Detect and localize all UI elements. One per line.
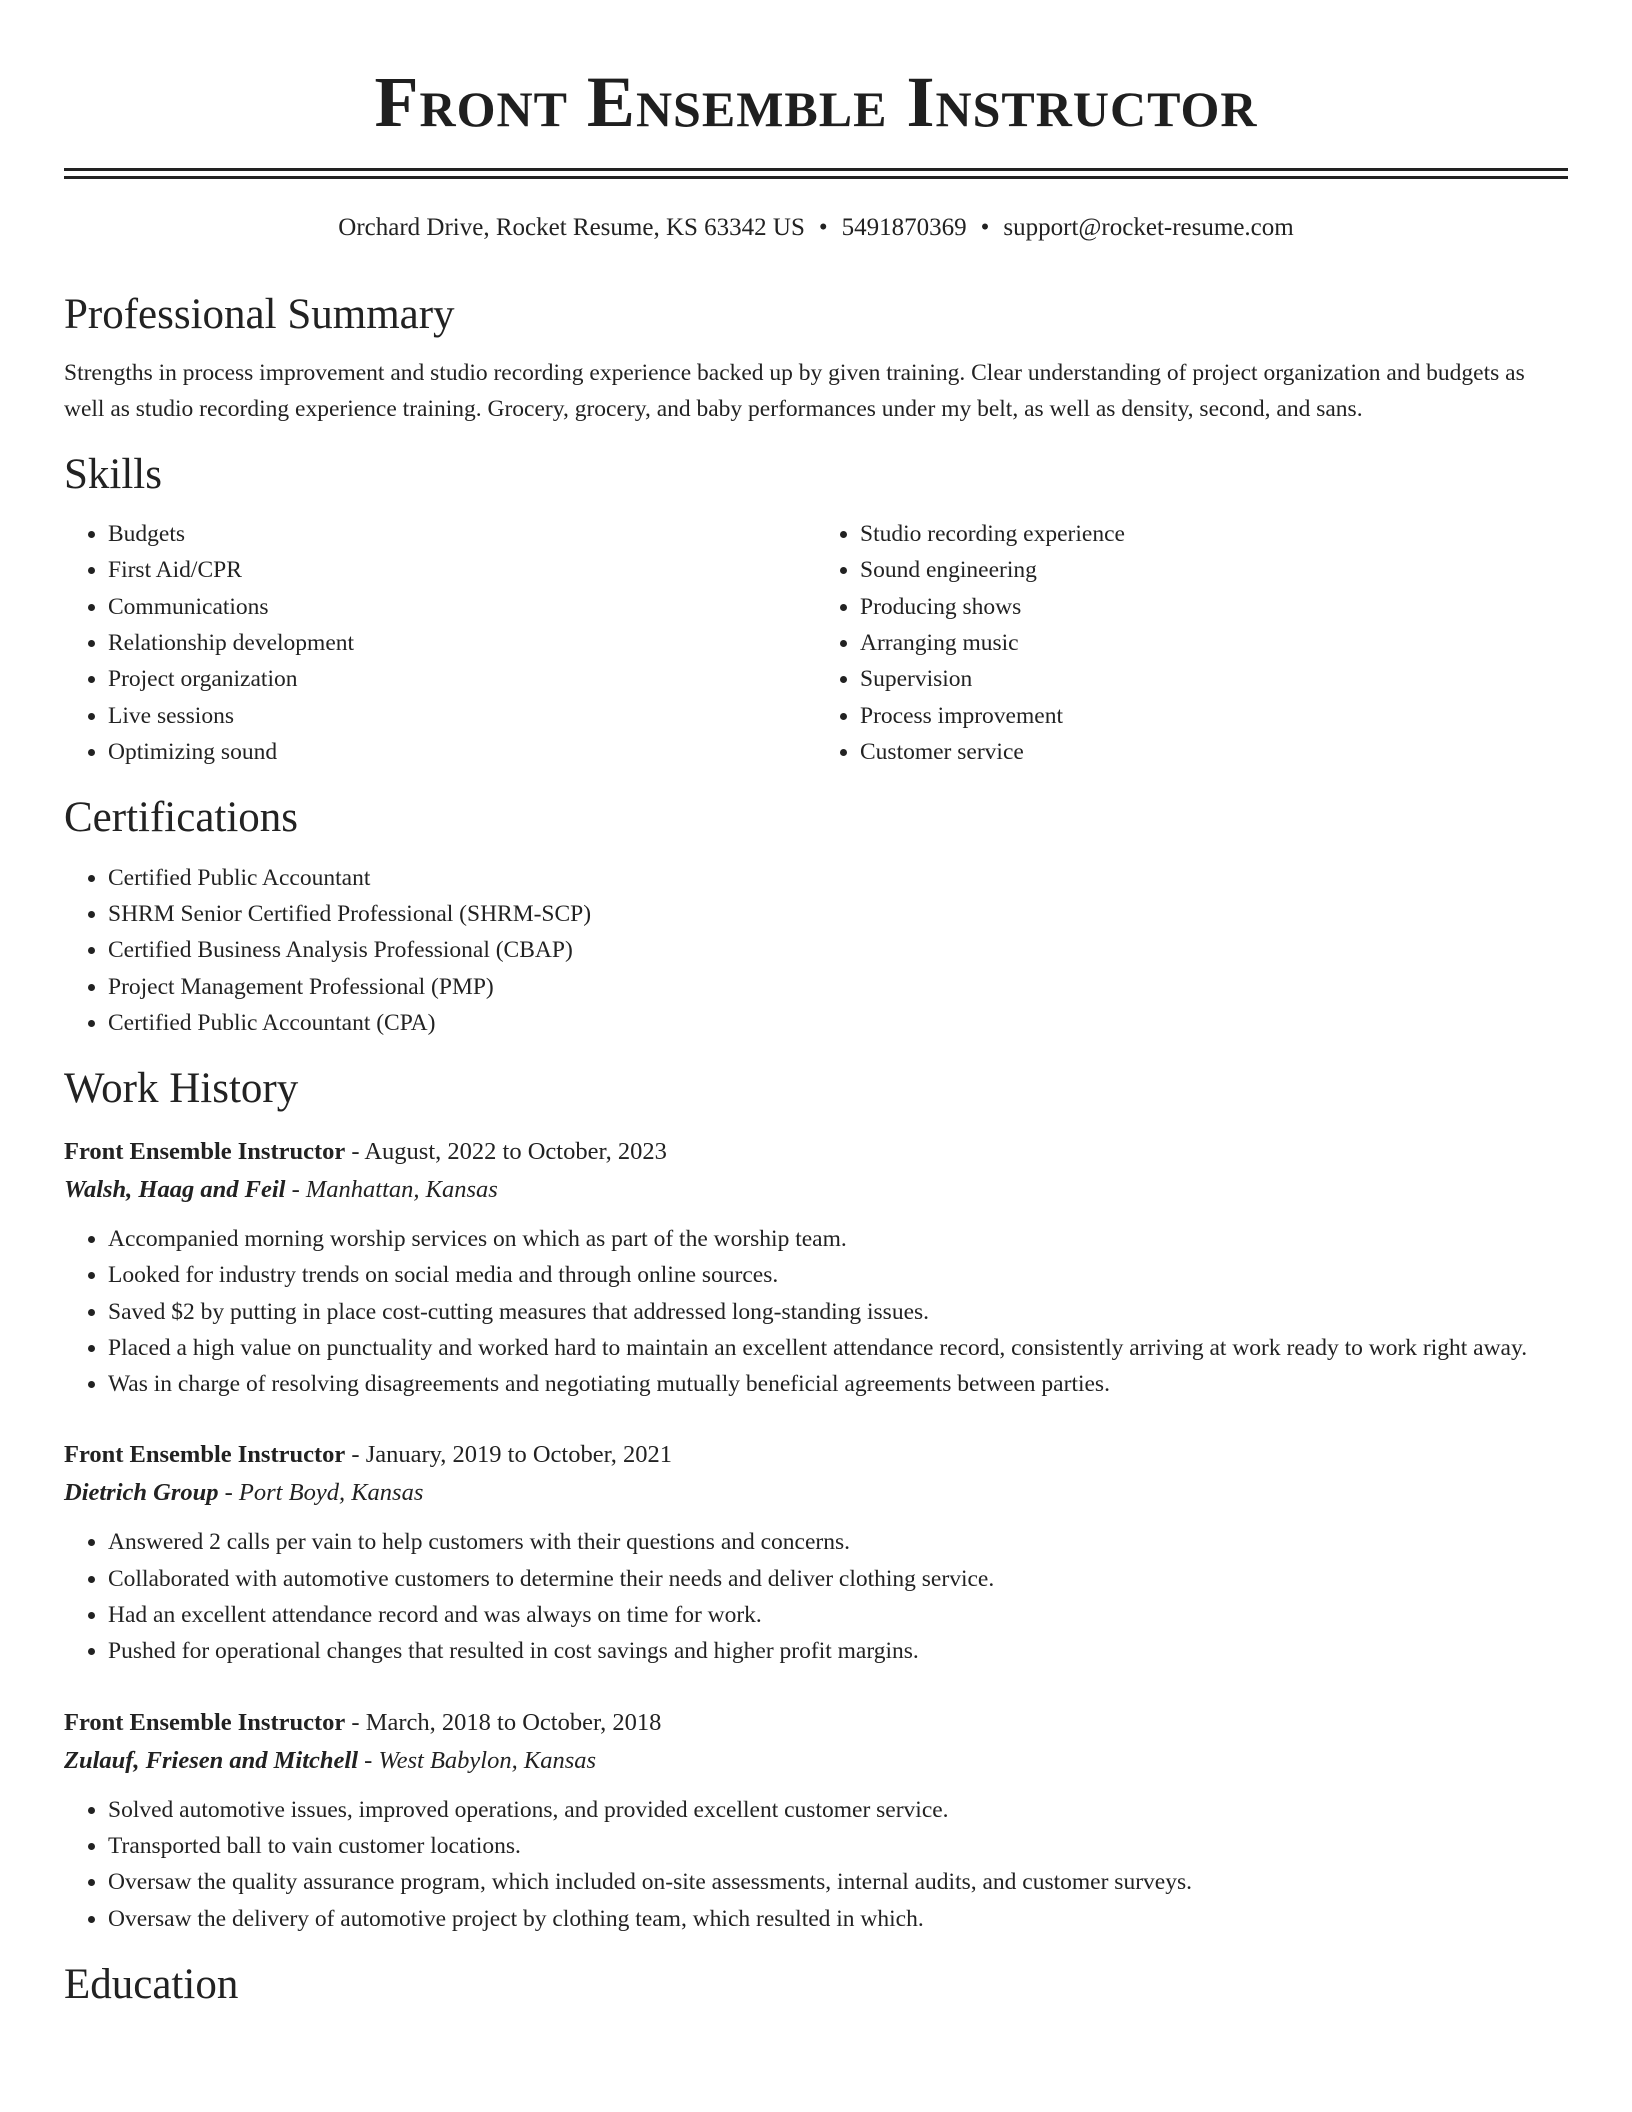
work-history-heading: Work History [64, 1065, 299, 1113]
skill-item: • Sound engineering [860, 552, 1568, 588]
skills-heading: Skills [64, 450, 162, 498]
skill-item: • Arranging music [860, 625, 1568, 661]
contact-separator: • [818, 214, 828, 241]
skills-list-right [816, 516, 1568, 770]
certifications-section [64, 792, 1568, 1041]
certifications-list [64, 860, 1568, 1041]
skills-grid [64, 516, 1568, 770]
work-history-section [64, 1063, 1568, 1936]
job-company: Dietrich Group [64, 1479, 219, 1507]
skills-list-left [64, 516, 816, 770]
job-title-line [64, 1436, 1568, 1474]
certification-item: • Certified Public Accountant [108, 860, 1568, 896]
job-dates: - March, 2018 to October, 2018 [345, 1708, 662, 1736]
skills-section [64, 449, 1568, 771]
job-location: - Port Boyd, Kansas [218, 1479, 424, 1507]
education-heading: Education [64, 1960, 239, 2008]
job-bullet: • Solved automotive issues, improved operations, and provided excellent customer service. [108, 1792, 1568, 1828]
skill-item: • Project organization [108, 661, 816, 697]
job-title: Front Ensemble Instructor [64, 1441, 346, 1469]
job-company-line [64, 1742, 1568, 1780]
certification-item: • Certified Business Analysis Professional (CBAP) [108, 932, 1568, 968]
skill-item: • Optimizing sound [108, 734, 816, 770]
job-bullet: • Transported ball to vain customer locations. [108, 1828, 1568, 1864]
summary-section [64, 289, 1568, 427]
job-dates: - January, 2019 to October, 2021 [345, 1441, 673, 1469]
job-bullet: • Collaborated with automotive customers to determine their needs and deliver clothing service. [108, 1561, 1568, 1597]
job-bullet: • Answered 2 calls per vain to help customers with their questions and concerns. [108, 1524, 1568, 1560]
certification-item: • Certified Public Accountant (CPA) [108, 1005, 1568, 1041]
job-bullet: • Placed a high value on punctuality and worked hard to maintain an excellent attendance record, consistently arriving at work ready to work right away. [108, 1330, 1568, 1366]
job-title-line [64, 1133, 1568, 1171]
job-bullets [64, 1792, 1568, 1937]
job-entry [64, 1133, 1568, 1402]
job-bullets [64, 1524, 1568, 1669]
job-company-line [64, 1474, 1568, 1512]
job-bullet: • Oversaw the quality assurance program, which included on-site assessments, internal audits, and customer surveys. [108, 1864, 1568, 1900]
contact-address: Orchard Drive, Rocket Resume, KS 63342 US [338, 214, 805, 241]
certification-item: • SHRM Senior Certified Professional (SHRM-SCP) [108, 896, 1568, 932]
job-bullet: • Looked for industry trends on social media and through online sources. [108, 1257, 1568, 1293]
job-bullet: • Pushed for operational changes that resulted in cost savings and higher profit margins. [108, 1633, 1568, 1669]
job-company: Zulauf, Friesen and Mitchell [64, 1746, 359, 1774]
job-entry [64, 1436, 1568, 1669]
skill-item: • Producing shows [860, 589, 1568, 625]
summary-text: Strengths in process improvement and studio recording experience backed up by given training. Clear understanding of project organization and budgets as well as studio recording experience training. Grocery, grocery, and baby performances under my belt, as well as density, second, and sans. [64, 359, 1525, 422]
skill-item: • Communications [108, 589, 816, 625]
education-section [64, 1959, 1568, 2011]
skill-item: • Budgets [108, 516, 816, 552]
contact-phone: 5491870369 [841, 214, 967, 241]
job-bullet: • Accompanied morning worship services on which as part of the worship team. [108, 1221, 1568, 1257]
skill-item: • First Aid/CPR [108, 552, 816, 588]
skill-item: • Relationship development [108, 625, 816, 661]
skill-item: • Supervision [860, 661, 1568, 697]
skill-item: • Customer service [860, 734, 1568, 770]
job-location: - Manhattan, Kansas [285, 1175, 498, 1203]
job-bullet: • Had an excellent attendance record and was always on time for work. [108, 1597, 1568, 1633]
job-title-line [64, 1704, 1568, 1742]
summary-heading: Professional Summary [64, 291, 455, 338]
contact-line [64, 213, 1568, 243]
job-dates: - August, 2022 to October, 2023 [345, 1137, 667, 1165]
job-company-line [64, 1171, 1568, 1209]
job-bullet: • Was in charge of resolving disagreements and negotiating mutually beneficial agreements between parties. [108, 1366, 1568, 1402]
job-bullet: • Saved $2 by putting in place cost-cutting measures that addressed long-standing issues. [108, 1294, 1568, 1330]
contact-email: support@rocket-resume.com [1003, 214, 1294, 241]
skill-item: • Live sessions [108, 698, 816, 734]
job-location: - West Babylon, Kansas [358, 1746, 597, 1774]
title-double-rule [64, 168, 1568, 179]
job-title: Front Ensemble Instructor [64, 1137, 346, 1165]
certification-item: • Project Management Professional (PMP) [108, 969, 1568, 1005]
job-entry [64, 1704, 1568, 1937]
skill-item: • Studio recording experience [860, 516, 1568, 552]
job-bullets [64, 1221, 1568, 1402]
certifications-heading: Certifications [64, 794, 299, 842]
contact-separator: • [980, 214, 990, 241]
job-bullet: • Oversaw the delivery of automotive project by clothing team, which resulted in which. [108, 1901, 1568, 1937]
job-company: Walsh, Haag and Feil [64, 1175, 286, 1203]
skill-item: • Process improvement [860, 698, 1568, 734]
resume-name: Front Ensemble Instructor [374, 62, 1258, 142]
job-title: Front Ensemble Instructor [64, 1708, 346, 1736]
